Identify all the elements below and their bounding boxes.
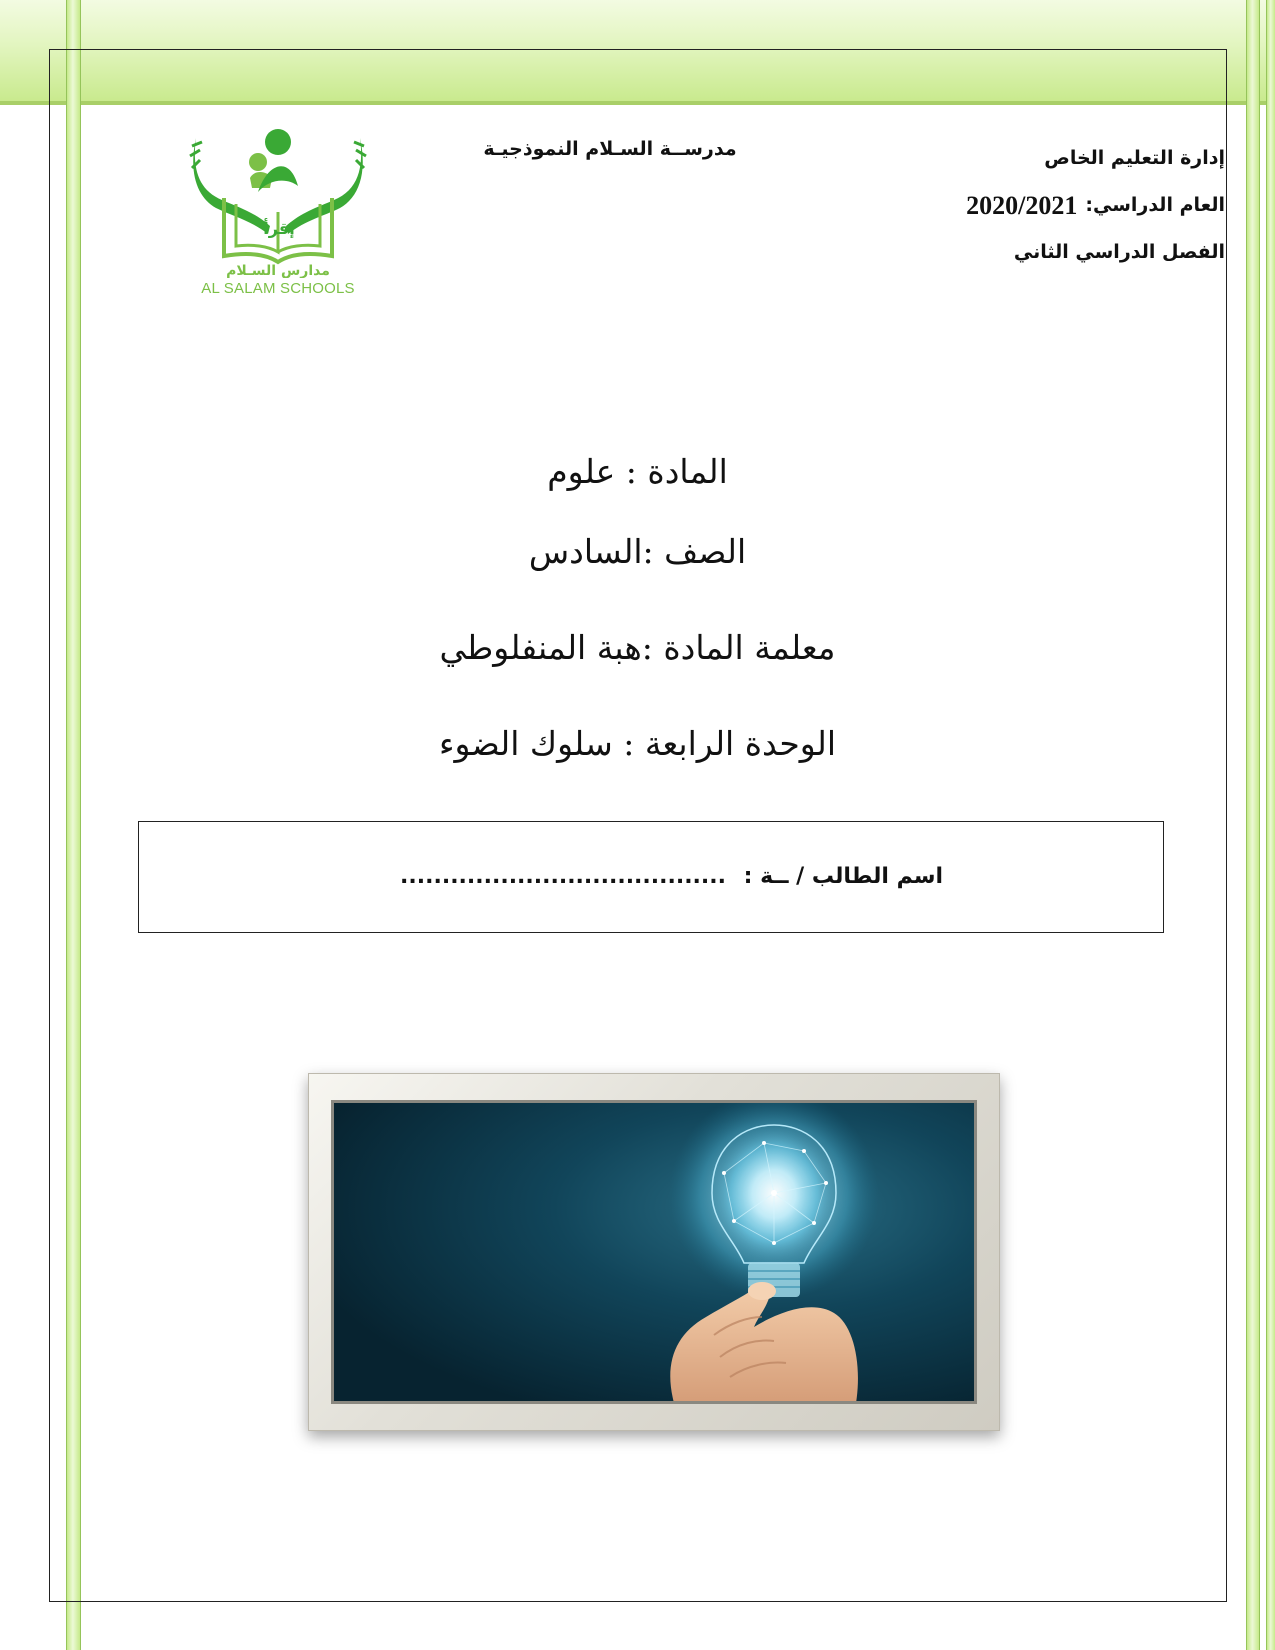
- subject-line: المادة : علوم: [547, 452, 728, 491]
- semester-text: الفصل الدراسي الثاني: [1013, 241, 1225, 263]
- year-value: 2020/2021: [966, 190, 1078, 220]
- logo-arabic-word: إقرأ: [263, 219, 295, 238]
- teacher-line: معلمة المادة :هبة المنفلوطي: [439, 628, 836, 667]
- hand-holding-light-bulb-image: [331, 1100, 977, 1404]
- picture-frame: [308, 1073, 1000, 1431]
- year-label: العام الدراسي:: [1085, 194, 1225, 216]
- header-info: [966, 135, 1225, 276]
- right-decorative-stripe: [1246, 0, 1260, 1650]
- school-logo-icon: [188, 128, 368, 303]
- student-name-box: [138, 821, 1164, 933]
- school-name: مدرســة السـلام النموذجيـة: [483, 138, 737, 160]
- academic-year-row: [966, 182, 1225, 229]
- right-edge-stripe: [1266, 0, 1275, 1650]
- logo-english-name: AL SALAM SCHOOLS: [201, 280, 355, 297]
- grade-line: الصف :السادس: [528, 532, 747, 571]
- logo-graphic: [188, 128, 368, 278]
- student-name-line: [400, 864, 943, 889]
- logo-arabic-name: مدارس السـلام: [226, 263, 330, 278]
- department-text: إدارة التعليم الخاص: [1044, 147, 1225, 169]
- student-name-label: اسم الطالب / ــة :: [743, 864, 943, 889]
- student-name-blank[interactable]: .......................................: [400, 864, 726, 889]
- unit-line: الوحدة الرابعة : سلوك الضوء: [439, 724, 836, 763]
